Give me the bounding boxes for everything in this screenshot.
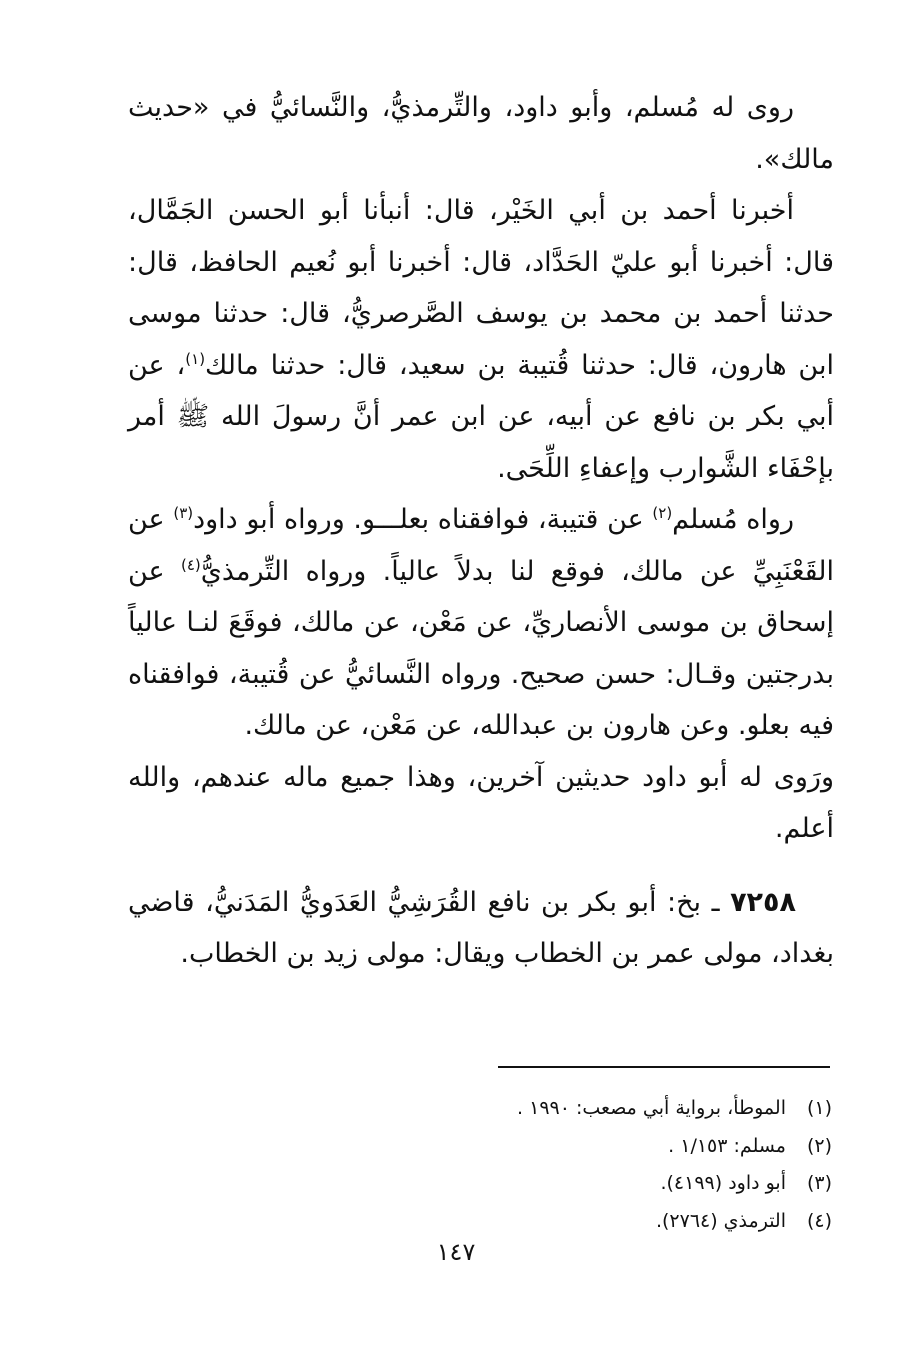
footnote-text: مسلم: ١/١٥٣ . [668,1134,786,1157]
takhrij-text-3: عن القَعْنَبِيِّ عن مالك، فوقع لنا بدلاً عالياً. ورواه التِّرمذيُّ [128,504,835,587]
footnote-item [440,1165,832,1203]
footnote-mark: (٤) [806,1209,832,1232]
biography-entry [128,877,834,980]
entry-text: ـ بخ: أبو بكر بن نافع القُرَشِيُّ العَدَويُّ المَدَنيُّ، قاضي بغداد، مولى عمر بن الخطاب ويقال: مولى زيد بن الخطاب. [128,886,834,969]
footnote-text: الترمذي (٢٧٦٤). [655,1209,786,1232]
footnote-item [440,1128,832,1166]
footnote-divider [498,1066,830,1068]
footnote-ref-4: (٤) [180,555,201,574]
main-text [128,82,834,980]
paragraph-text: روى له مُسلم، وأبو داود، والتِّرمذيُّ، والنَّسائيُّ في «حديث مالك». [128,92,834,175]
footnote-mark: (١) [806,1097,832,1119]
footnote-ref-3: (٣) [173,504,194,522]
footnote-ref-1: (١) [185,349,206,368]
paragraph-narrators [128,82,834,185]
closing-text: ورَوى له أبو داود حديثين آخرين، وهذا جميع ماله عندهم، والله أعلم. [128,761,834,844]
takhrij-text-4: عن إسحاق بن موسى الأنصاريِّ، عن مَعْن، عن مالك، فوقَعَ لنـا عالياً بدرجتين وقـال: حسن صحيح. ورواه النَّسائيُّ عن قُتيبة، فوافقناه فيه بعلو. وعن هارون بن عبدالله، عن مَعْن، عن مالك. [128,555,834,741]
footnotes [440,1090,832,1240]
takhrij-text-2: عن قتيبة، فوافقناه بعلـــو. ورواه أبو داود [193,504,653,535]
page-number: ١٤٧ [436,1238,476,1266]
entry-number: ٧٢٥٨ [730,886,796,918]
hadith-text: ، عن أبي بكر بن نافع عن أبيه، عن ابن عمر أنَّ رسولَ الله ﷺ أمر بإحْفَاء الشَّوارب وإعفاءِ اللِّحَى. [128,349,834,484]
paragraph-closing [128,752,834,855]
isnad-text: أخبرنا أحمد بن أبي الخَيْر، قال: أنبأنا أبو الحسن الجَمَّال، قال: أخبرنا أبو عليّ الحَدَّاد، قال: أخبرنا أبو نُعيم الحافظ، قال: حدثنا أحمد بن محمد بن يوسف الصَّرصريُّ، قال: حدثنا موسى ابن هارون، قال: حدثنا قُتيبة بن سعيد، قال: حدثنا مالك [128,195,835,381]
footnote-text: أبو داود (٤١٩٩). [660,1172,786,1194]
takhrij-text-1: رواه مُسلم [672,504,795,535]
paragraph-hadith-isnad [128,185,834,494]
paragraph-takhrij [128,494,834,752]
footnote-ref-2: (٢) [652,504,673,522]
footnote-mark: (٣) [806,1172,832,1194]
footnote-item [440,1090,832,1128]
footnote-item [440,1203,832,1241]
footnote-text: الموطأ، برواية أبي مصعب: ١٩٩٠ . [517,1097,786,1119]
footnote-mark: (٢) [806,1134,832,1157]
